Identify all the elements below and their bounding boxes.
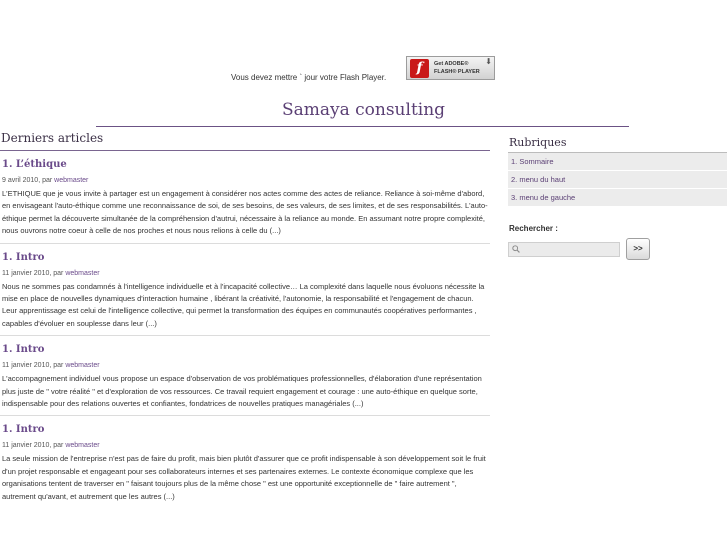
sidebar-item-menu-de-gauche[interactable]: 3. menu de gauche: [508, 189, 727, 207]
article-author-link[interactable]: webmaster: [65, 362, 100, 370]
article-excerpt: La seule mission de l'entreprise n'est pas de faire du profit, mais bien plutôt d'assurer que ce profit indispensable à son développement soit le fruit d'un projet responsable et engageant pour ses collaborateurs internes et ses partenaires externes. Le contexte économique complexe que les organisations tentent de traverser en " faisant toujours plus de la même chose " est une opportunité exceptionnelle de " faire autrement ", autrement qu'avant, et autrement que les autres (...): [2, 454, 486, 501]
sidebar-item-menu-du-haut[interactable]: 2. menu du haut: [508, 171, 727, 189]
flash-logo-icon: f: [410, 59, 429, 78]
article-date: 9 avril 2010: [2, 177, 39, 184]
article-title-link[interactable]: 1. Intro: [2, 344, 45, 356]
article-item: [0, 244, 490, 337]
sidebar-item-sommaire[interactable]: 1. Sommaire: [508, 153, 727, 171]
article-meta: [2, 268, 490, 279]
get-flash-player-button[interactable]: [406, 56, 495, 80]
article-excerpt: Nous ne sommes pas condamnés à l'intelligence individuelle et à l'incapacité collective… La complexité dans laquelle nous évoluons nécessite la mise en place de nouvelles dynamiques d'interaction humaine , libérant la créativité, l'autonomie, la responsabilité et l'engagement de chacun. Leur apprentissage est celui de l'intelligence collective, qui permet la transformation des équipes en communautés coopératives performantes , capables d'évoluer en souplesse dans leur (...): [2, 281, 485, 328]
article-excerpt: L'accompagnement individuel vous propose un espace d'observation de vos problématiques professionnelles, d'élaboration d'une représentation plus juste de " votre réalité " et d'exploration de vos ressources. Ce travail requiert engagement et courage : une auto-éthique en quelque sorte, indispensable pour des relations ouvertes et confiantes, fondatrices de nouvelles pratiques managériales (...): [2, 374, 482, 409]
article-item: [0, 336, 490, 416]
article-title-link[interactable]: 1. L’éthique: [2, 159, 67, 170]
flash-notice: [0, 56, 727, 84]
site-title[interactable]: Samaya consulting: [281, 100, 446, 120]
article-meta: [2, 360, 490, 371]
article-by: , par: [49, 362, 66, 370]
download-arrow-icon: ⬇: [485, 57, 492, 66]
article-author-link[interactable]: webmaster: [54, 177, 89, 184]
article-item: [0, 416, 490, 508]
article-by: , par: [38, 177, 55, 184]
main-content: [0, 130, 490, 508]
flash-update-message: Vous devez mettre ` jour votre Flash Player.: [231, 73, 387, 82]
title-divider: [96, 126, 629, 127]
search-input[interactable]: [508, 242, 620, 257]
article-title-link[interactable]: 1. Intro: [2, 251, 45, 263]
article-date: 11 janvier 2010: [2, 269, 50, 277]
flash-badge-line1: Get ADOBE®: [434, 61, 469, 67]
sidebar: [508, 136, 727, 260]
article-by: , par: [49, 269, 66, 277]
search-icon: [512, 245, 520, 253]
article-meta: [2, 175, 490, 186]
rubriques-heading: Rubriques: [508, 136, 727, 153]
article-excerpt: L'ETHIQUE que je vous invite à partager est un engagement à considérer nos actes comme des actes de reliance. Reliance à soi-même d'abord, en envisageant l'auto-éthique comme une reconnaissance de soi, de ses besoins, de ses valeurs, de ses limites, et de ses responsabilités. L'auto-éthique permet la découverte simultanée de la compréhension d'autrui, nécessaire à la reliance au monde. En assumant notre propre complexité, nous ouvrons notre coeur à celle de nos proches et nous nous relions à celle du (...): [2, 189, 488, 236]
article-author-link[interactable]: webmaster: [65, 442, 100, 450]
article-date: 11 janvier 2010: [2, 362, 50, 370]
article-title-link[interactable]: 1. Intro: [2, 424, 45, 436]
article-by: , par: [49, 442, 66, 450]
search-label: Rechercher :: [509, 224, 558, 233]
latest-articles-heading: Derniers articles: [0, 130, 490, 151]
article-author-link[interactable]: webmaster: [65, 269, 100, 277]
article-item: [0, 151, 490, 244]
search-submit-button[interactable]: >>: [626, 238, 650, 260]
article-date: 11 janvier 2010: [2, 442, 50, 450]
flash-badge-line2: FLASH® PLAYER: [434, 69, 480, 75]
search-form: [508, 238, 727, 260]
article-meta: [2, 440, 490, 451]
